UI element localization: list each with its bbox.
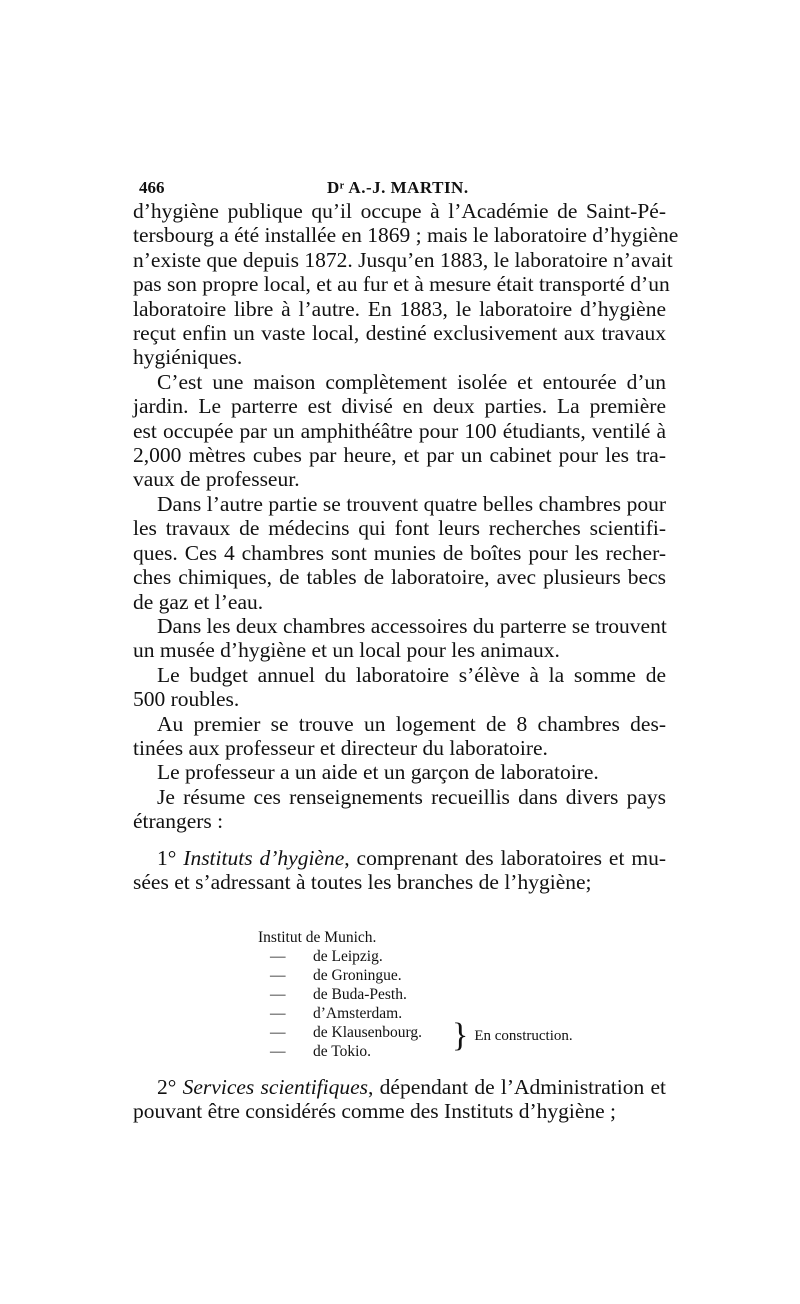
institute-name: d’Amsterdam. [313, 1005, 403, 1022]
institut-prefix: Institut [258, 929, 302, 946]
text-line: est occupée par un amphithéâtre pour 100 étudiants, ventilé à [133, 418, 666, 443]
text-line: un musée d’hygiène et un local pour les animaux. [133, 638, 560, 663]
ditto-dash: — [270, 1024, 286, 1041]
page-number: 466 [139, 178, 165, 197]
text-line: 500 roubles. [133, 687, 240, 712]
text-line: tinées aux professeur et directeur du laboratoire. [133, 735, 548, 760]
section-1-number: 1° [157, 845, 177, 870]
institute-name: de Klausenbourg. [313, 1024, 423, 1041]
text-line: Au premier se trouve un logement de 8 chambres des- [157, 711, 666, 736]
institute-name: de Munich. [305, 929, 377, 946]
text-line: de gaz et l’eau. [133, 589, 264, 614]
section-2-heading-line [133, 1075, 666, 1099]
section-2-line1-rest: , dépendant de l’Administration et [368, 1075, 667, 1099]
text-line: laboratoire libre à l’autre. En 1883, le laboratoire d’hygiène [133, 296, 666, 321]
text-line: Le budget annuel du laboratoire s’élève à la somme de [157, 662, 666, 687]
text-line: d’hygiène publique qu’il occupe à l’Académie de Saint-Pé- [133, 199, 666, 223]
text-line: C’est une maison complètement isolée et entourée d’un [157, 369, 666, 394]
section-1-heading-line [133, 846, 666, 870]
running-title-author: Dʳ A.-J. MARTIN. [327, 178, 469, 197]
brace: } [452, 1017, 469, 1054]
text-line: les travaux de médecins qui font leurs recherches scientifi- [133, 516, 666, 541]
text-line: hygiéniques. [133, 345, 243, 370]
text-line: tersbourg a été installée en 1869 ; mais le laboratoire d’hygiène [133, 223, 679, 248]
text-line: 2,000 mètres cubes par heure, et par un cabinet pour les tra- [133, 443, 666, 468]
text-line: Dans l’autre partie se trouvent quatre belles chambres pour [157, 491, 666, 516]
text-line: Dans les deux chambres accessoires du parterre se trouvent [157, 613, 667, 638]
institute-name: de Buda-Pesth. [313, 986, 407, 1003]
institute-name: de Groningue. [313, 967, 402, 984]
section-2-title: Services scientifiques [182, 1075, 369, 1099]
text-line: jardin. Le parterre est divisé en deux parties. La première [133, 394, 666, 419]
list-item [258, 1004, 422, 1023]
ditto-dash: — [270, 967, 286, 984]
text-line: n’existe que depuis 1872. Jusqu’en 1883, le laboratoire n’avait [133, 247, 673, 272]
section-2-number: 2° [157, 1075, 177, 1099]
text-line: ches chimiques, de tables de laboratoire, avec plusieurs becs [133, 565, 666, 590]
institute-name: de Leipzig. [313, 948, 383, 965]
under-construction-note [452, 1019, 573, 1053]
institutes-list [258, 928, 422, 1061]
text-line: Je résume ces renseignements recueillis dans divers pays [157, 784, 666, 809]
text-line: Le professeur a un aide et un garçon de laboratoire. [157, 760, 599, 785]
list-item [258, 985, 422, 1004]
body-text-continued [133, 1075, 666, 1124]
ditto-dash: — [270, 1005, 286, 1022]
ditto-dash: — [270, 948, 286, 965]
section-1-line2: sées et s’adressant à toutes les branches de l’hygiène; [133, 869, 592, 894]
ditto-dash: — [270, 1043, 286, 1060]
institute-name: de Tokio. [313, 1043, 372, 1060]
list-item [258, 1023, 422, 1042]
note-text: En construction. [474, 1027, 573, 1044]
text-line: reçut enfin un vaste local, destiné exclusivement aux travaux [133, 321, 666, 346]
ditto-dash: — [270, 986, 286, 1003]
section-1-title: Instituts d’hygiène [183, 845, 345, 870]
list-item [258, 966, 422, 985]
text-line: pas son propre local, et au fur et à mesure était transporté d’un [133, 272, 670, 297]
text-line: vaux de professeur. [133, 467, 300, 492]
text-line: étrangers : [133, 809, 224, 834]
section-2-line2: pouvant être considérés comme des Instituts d’hygiène ; [133, 1099, 617, 1124]
section-1-line1-rest: , comprenant des laboratoires et mu- [344, 845, 666, 870]
body-text [133, 199, 679, 894]
list-item [258, 947, 422, 966]
list-item [258, 1042, 422, 1061]
running-header [139, 178, 660, 198]
text-line: ques. Ces 4 chambres sont munies de boîtes pour les recher- [133, 540, 666, 565]
list-item [258, 928, 422, 947]
